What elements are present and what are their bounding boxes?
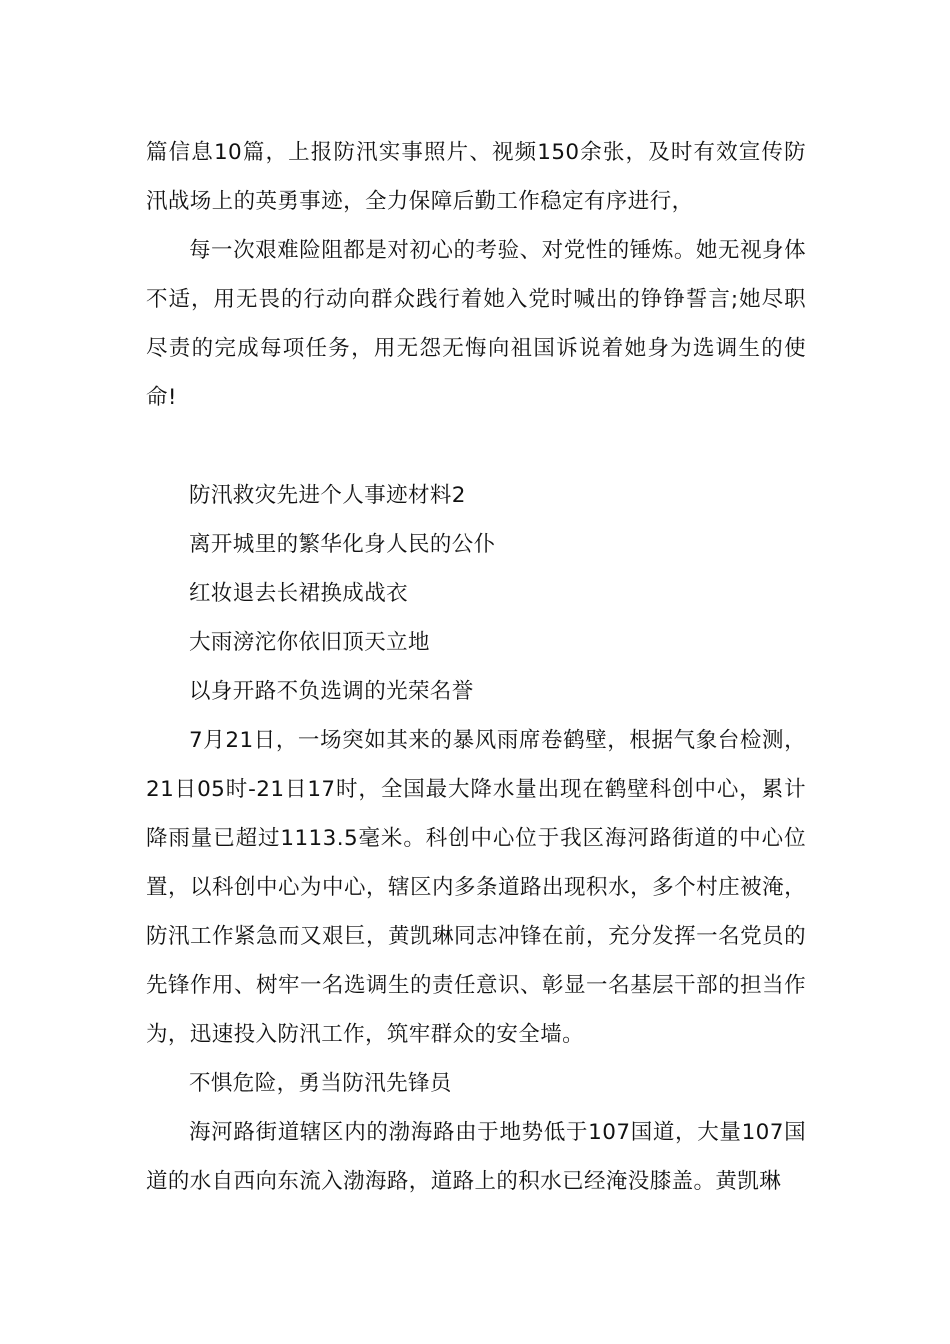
poem-line-3: 大雨滂沱你依旧顶天立地 — [189, 630, 430, 655]
paragraph-storm: 7月21日，一场突如其来的暴风雨席卷鹤壁，根据气象台检测，21日05时-21日17时，全国最大降水量出现在鹤壁科创中心，累计降雨量已超过1113.5毫米。科创中心位于我区海河路街道的中心位置，以科创中心为中心，辖区内多条道路出现积水，多个村庄被淹，防汛工作紧急而又艰巨，黄凯琳同志冲锋在前，充分发挥一名党员的先锋作用、树牢一名选调生的责任意识、彰显一名基层干部的担当作为，迅速投入防汛工作，筑牢群众的安全墙。 — [146, 728, 806, 1047]
document-body — [146, 128, 806, 1206]
poem-line-2: 红妆退去长裙换成战衣 — [189, 581, 409, 606]
subheading: 不惧危险，勇当防汛先锋员 — [189, 1071, 452, 1096]
poem-line-4: 以身开路不负选调的光荣名誉 — [189, 679, 474, 704]
paragraph-bohai-road: 海河路街道辖区内的渤海路由于地势低于107国道，大量107国道的水自西向东流入渤海路，道路上的积水已经淹没膝盖。黄凯琳 — [146, 1120, 806, 1194]
poem-line-1: 离开城里的繁华化身人民的公仆 — [189, 532, 496, 557]
blank-line — [146, 422, 806, 471]
section-title: 防汛救灾先进个人事迹材料2 — [189, 483, 466, 508]
paragraph-trial-reflection: 每一次艰难险阻都是对初心的考验、对党性的锤炼。她无视身体不适，用无畏的行动向群众践行着她入党时喊出的铮铮誓言;她尽职尽责的完成每项任务，用无怨无悔向祖国诉说着她身为选调生的使命! — [146, 238, 806, 410]
paragraph-continuation: 篇信息10篇，上报防汛实事照片、视频150余张，及时有效宣传防汛战场上的英勇事迹，全力保障后勤工作稳定有序进行， — [146, 140, 806, 214]
